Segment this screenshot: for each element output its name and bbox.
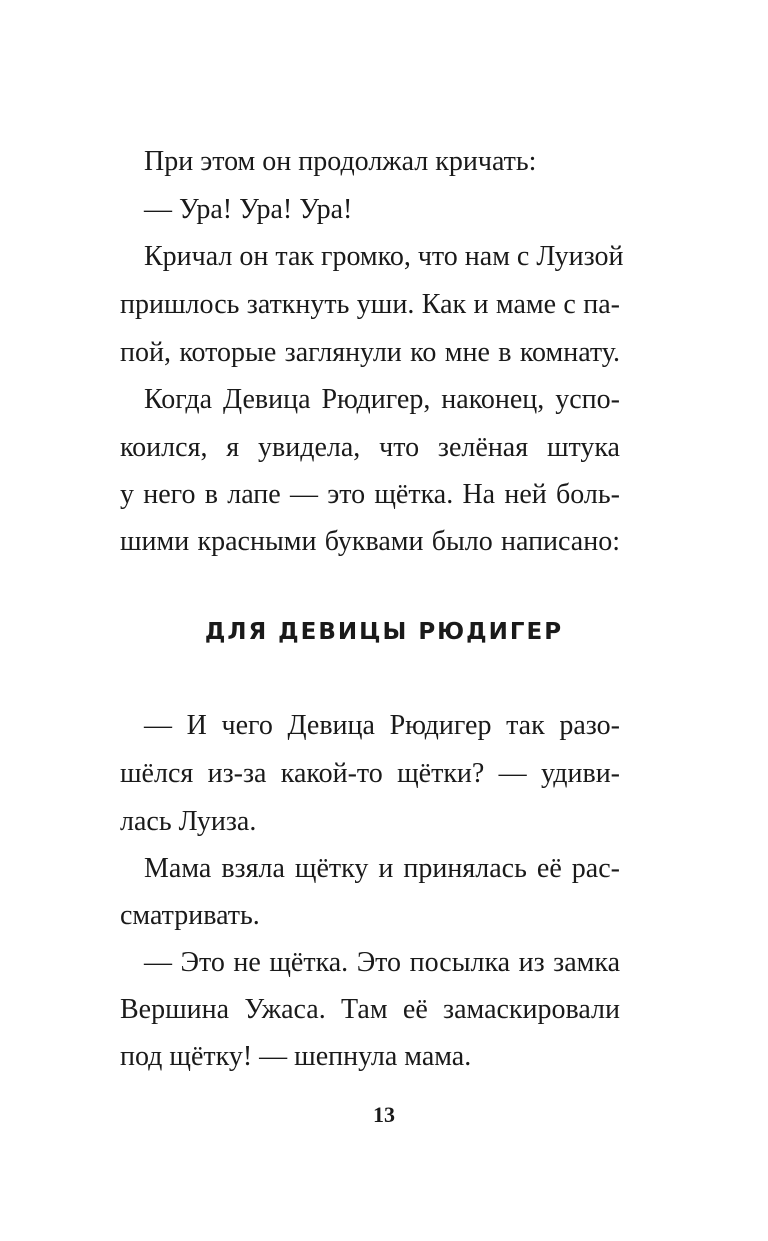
text-line-3: Кричал он так громко, что нам с Луизой (144, 241, 624, 272)
text-line-11: шёлся из-за какой-то щётки? — удиви- (120, 758, 620, 789)
page-number: 13 (373, 1102, 395, 1127)
text-line-12: лась Луиза. (120, 806, 257, 837)
text-line-8: у него в лапе — это щётка. На ней боль- (120, 479, 620, 510)
text-line-10: — И чего Девица Рюдигер так разо- (144, 710, 620, 741)
text-line-1: При этом он продолжал кричать: (144, 146, 537, 177)
text-line-13: Мама взяла щётку и принялась её рас- (144, 853, 620, 884)
text-line-14: сматривать. (120, 900, 260, 931)
text-line-16: Вершина Ужаса. Там её замаскировали (120, 994, 620, 1025)
text-line-9: шими красными буквами было написано: (120, 526, 620, 557)
text-line-15: — Это не щётка. Это посылка из замка (144, 947, 620, 978)
text-line-2: — Ура! Ура! Ура! (144, 194, 353, 225)
section-heading: ДЛЯ ДЕВИЦЫ РЮДИГЕР (204, 619, 564, 645)
text-line-4: пришлось заткнуть уши. Как и маме с па- (120, 289, 620, 320)
text-line-5: пой, которые заглянули ко мне в комнату. (120, 337, 620, 368)
text-line-17: под щётку! — шепнула мама. (120, 1041, 472, 1072)
text-line-6: Когда Девица Рюдигер, наконец, успо- (144, 384, 620, 415)
text-line-7: коился, я увидела, что зелёная штука (120, 432, 620, 463)
